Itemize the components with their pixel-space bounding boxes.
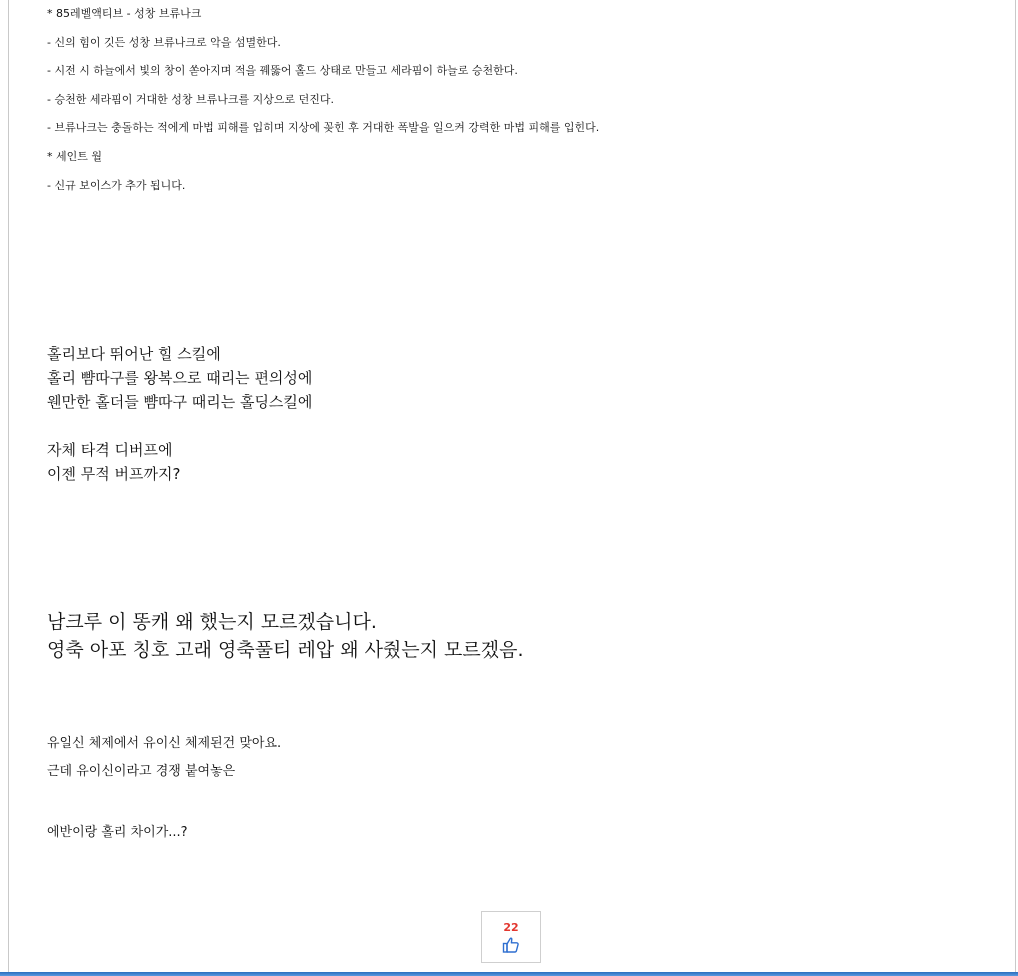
body-line: 자체 타격 디버프에 <box>47 441 173 459</box>
body-line: 웬만한 홀더들 뺨따구 때리는 홀딩스킬에 <box>47 393 313 411</box>
like-button[interactable] <box>481 911 541 963</box>
patch-note-line: - 신규 보이스가 추가 됩니다. <box>47 179 186 192</box>
window-bottom-edge <box>0 972 1018 976</box>
tail-line: 에반이랑 홀리 차이가...? <box>47 825 188 840</box>
patch-note-line: * 세인트 월 <box>47 150 102 163</box>
like-count: 22 <box>503 921 519 934</box>
patch-note-line: - 시전 시 하늘에서 빛의 창이 쏟아지며 적을 꿰뚫어 홀드 상태로 만들고 세라핌이 하늘로 승천한다. <box>47 64 518 77</box>
thumbs-up-icon <box>502 936 520 954</box>
body-line: 이젠 무적 버프까지? <box>47 465 181 483</box>
body-paragraph-2 <box>47 438 180 486</box>
body-paragraph-1 <box>47 342 312 414</box>
post-frame <box>8 0 1016 972</box>
emphasis-line: 남크루 이 똥캐 왜 했는지 모르겠습니다. <box>47 611 377 633</box>
patch-note-line: * 85레벨액티브 - 성창 브류나크 <box>47 7 202 20</box>
emphasis-paragraph <box>47 608 524 664</box>
emphasis-line: 영축 아포 칭호 고래 영축풀티 레압 왜 사줬는지 모르겠음. <box>47 639 524 661</box>
tail-line: 유일신 체제에서 유이신 체제된건 맞아요. <box>47 736 282 751</box>
tail-line: 근데 유이신이라고 경쟁 붙여놓은 <box>47 764 236 779</box>
body-line: 홀리보다 뛰어난 힐 스킬에 <box>47 345 221 363</box>
body-line: 홀리 뺨따구를 왕복으로 때리는 편의성에 <box>47 369 313 387</box>
patch-note-line: - 브류나크는 충돌하는 적에게 마법 피해를 입히며 지상에 꽂힌 후 거대한 폭발을 일으켜 강력한 마법 피해를 입힌다. <box>47 121 600 134</box>
patch-note-line: - 승천한 세라핌이 거대한 성창 브류나크를 지상으로 던진다. <box>47 93 334 106</box>
patch-note-line: - 신의 힘이 깃든 성창 브류나크로 악을 섬멸한다. <box>47 36 281 49</box>
